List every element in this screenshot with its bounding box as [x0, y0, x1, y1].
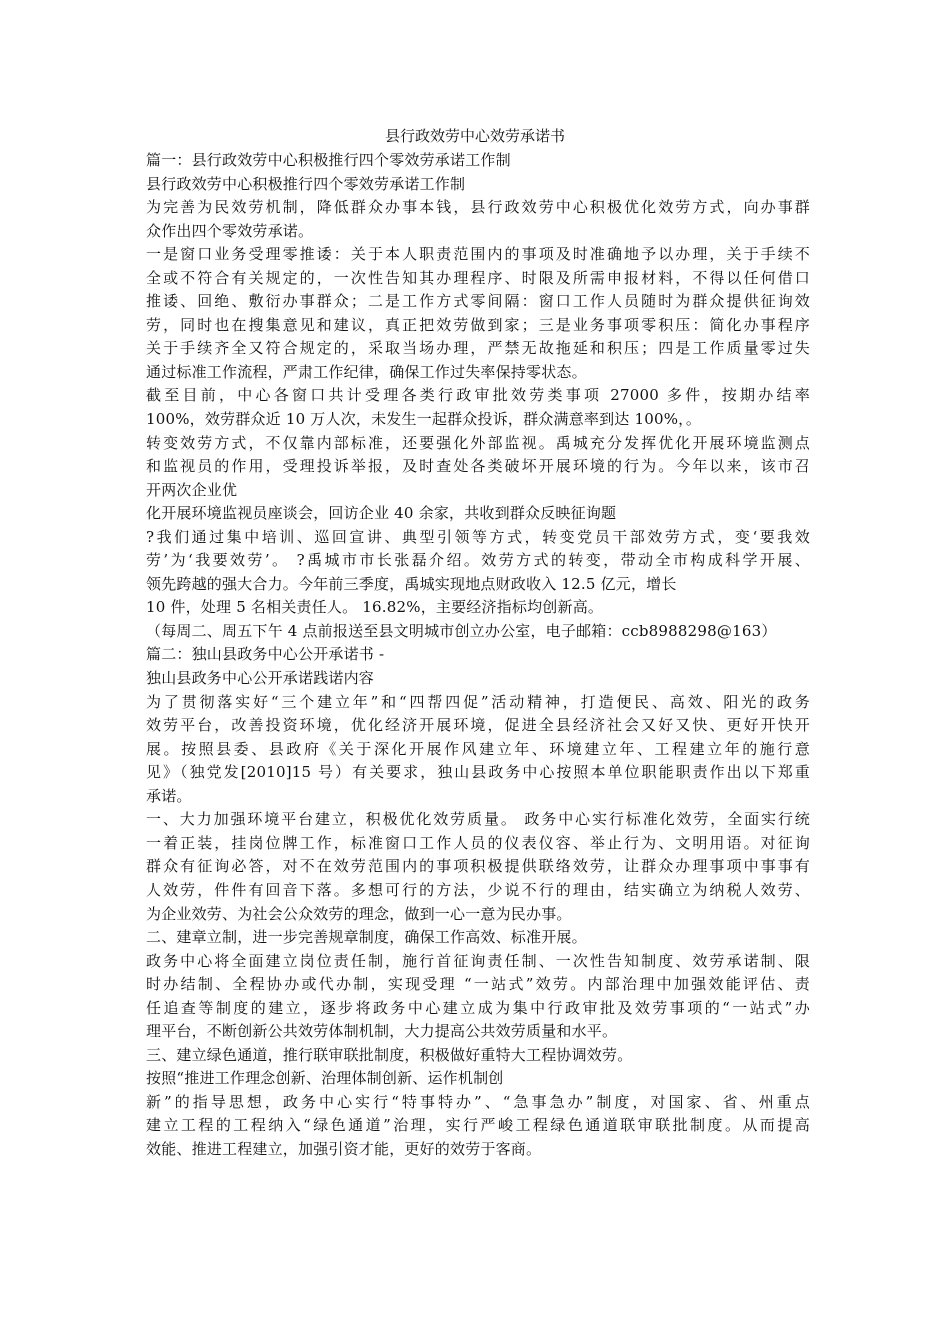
document-title: 县行政效劳中心效劳承诺书: [384, 127, 565, 145]
text-line: 按照“推进工作理念创新、治理体制创新、运作机制创: [146, 1069, 504, 1088]
text-line: 承诺。: [146, 786, 192, 805]
text-line: 关于手续齐全又符合规定的，采取当场办理，严禁无故拖延和积压；四是工作质量零过失: [146, 339, 810, 358]
text-line: 众作出四个零效劳承诺。: [146, 221, 314, 240]
text-line: 人效劳，件件有回音下落。多想可行的方法，少说不行的理由，结实确立为纳税人效劳、: [146, 880, 810, 899]
text-line: 一着正装，挂岗位牌工作，标准窗口工作人员的仪表仪容、举止行为、文明用语。对征询: [146, 833, 810, 852]
text-line: 为企业效劳、为社会公众效劳的理念，做到一心一意为民办事。: [146, 904, 572, 923]
text-line: 一、大力加强环境平台建立，积极优化效劳质量。 政务中心实行标准化效劳，全面实行统: [146, 810, 810, 829]
text-line: 劳’为‘我要效劳’。 ?禹城市市长张磊介绍。效劳方式的转变，带动全市构成科学开展、: [146, 551, 810, 570]
text-line: 10 件，处理 5 名相关责任人。 16.82%，主要经济指标均创新高。: [146, 598, 604, 617]
text-line: 二、建章立制，进一步完善规章制度，确保工作高效、标准开展。: [146, 928, 587, 947]
text-line: 效劳平台，改善投资环境，优化经济开展环境，促进全县经济社会又好又快、更好开快开: [146, 716, 810, 735]
text-line: 为完善为民效劳机制，降低群众办事本钱，县行政效劳中心积极优化效劳方式，向办事群: [146, 198, 810, 217]
text-line: 效能、推进工程建立，加强引资才能，更好的效劳于客商。: [146, 1139, 542, 1158]
text-line: 推诿、回绝、敷衍办事群众；二是工作方式零间隔：窗口工作人员随时为群众提供征询效: [146, 292, 810, 311]
text-line: 新”的指导思想，政务中心实行“特事特办”、“急事急办”制度，对国家、省、州重点: [146, 1092, 810, 1111]
text-line: 转变效劳方式，不仅靠内部标准，还要强化外部监视。禹城充分发挥优化开展环境监测点: [146, 433, 810, 452]
text-line: 劳，同时也在搜集意见和建议，真正把效劳做到家；三是业务事项零积压：简化办事程序: [146, 315, 810, 334]
text-line: 群众有征询必答，对不在效劳范围内的事项积极提供联络效劳，让群众办理事项中事事有: [146, 857, 810, 876]
text-line: 展。按照县委、县政府《关于深化开展作风建立年、环境建立年、工程建立年的施行意: [146, 739, 810, 758]
text-line: 100%，效劳群众近 10 万人次，未发生一起群众投诉，群众满意率到达 100%，。: [146, 410, 702, 429]
text-line: 时办结制、全程协办或代办制，实现受理 “一站式”效劳。内部治理中加强效能评估、责: [146, 975, 810, 994]
text-line: 政务中心将全面建立岗位责任制，施行首征询责任制、一次性告知制度、效劳承诺制、限: [146, 951, 810, 970]
text-line: 一是窗口业务受理零推诿：关于本人职责范围内的事项及时准确地予以办理，关于手续不: [146, 245, 810, 264]
text-line: 三、建立绿色通道，推行联审联批制度，积极做好重特大工程协调效劳。: [146, 1045, 633, 1064]
text-line: 开两次企业优: [146, 480, 238, 499]
text-line: 和监视员的作用，受理投诉举报，及时查处各类破坏开展环境的行为。今年以来，该市召: [146, 457, 810, 476]
text-line: 独山县政务中心公开承诺践诺内容: [146, 669, 375, 688]
text-line: （每周二、周五下午 4 点前报送至县文明城市创立办公室，电子邮箱：ccb8988298@163）: [146, 621, 777, 640]
text-line: ?我们通过集中培训、巡回宣讲、典型引领等方式，转变党员干部效劳方式，变‘要我效: [146, 527, 810, 546]
text-line: 见》（独党发[2010]15 号）有关要求，独山县政务中心按照本单位职能职责作出以下郑重: [146, 763, 810, 782]
text-line: 截至目前，中心各窗口共计受理各类行政审批效劳类事项 27000 多件，按期办结率: [146, 386, 810, 405]
text-line: 通过标准工作流程，严肃工作纪律，确保工作过失率保持零状态。: [146, 362, 587, 381]
text-line: 为了贯彻落实好“三个建立年”和“四帮四促”活动精神，打造便民、高效、阳光的政务: [146, 692, 810, 711]
text-line: 理平台，不断创新公共效劳体制机制，大力提高公共效劳质量和水平。: [146, 1022, 618, 1041]
text-line: 全或不符合有关规定的，一次性告知其办理程序、时限及所需申报材料，不得以任何借口: [146, 268, 810, 287]
text-line: 任追查等制度的建立，逐步将政务中心建立成为集中行政审批及效劳事项的“一站式”办: [146, 998, 810, 1017]
text-line: 县行政效劳中心积极推行四个零效劳承诺工作制: [146, 174, 466, 193]
text-line: 化开展环境监视员座谈会，回访企业 40 余家，共收到群众反映征询题: [146, 504, 617, 523]
text-line: 篇一：县行政效劳中心积极推行四个零效劳承诺工作制: [146, 151, 511, 169]
text-line: 篇二：独山县政务中心公开承诺书 -: [146, 645, 385, 664]
document-body: [146, 149, 810, 1162]
text-line: 建立工程的工程纳入“绿色通道”治理，实行严峻工程绿色通道联审联批制度。从而提高: [146, 1116, 810, 1135]
text-line: 领先跨越的强大合力。今年前三季度，禹城实现地点财政收入 12.5 亿元，增长: [146, 574, 677, 593]
